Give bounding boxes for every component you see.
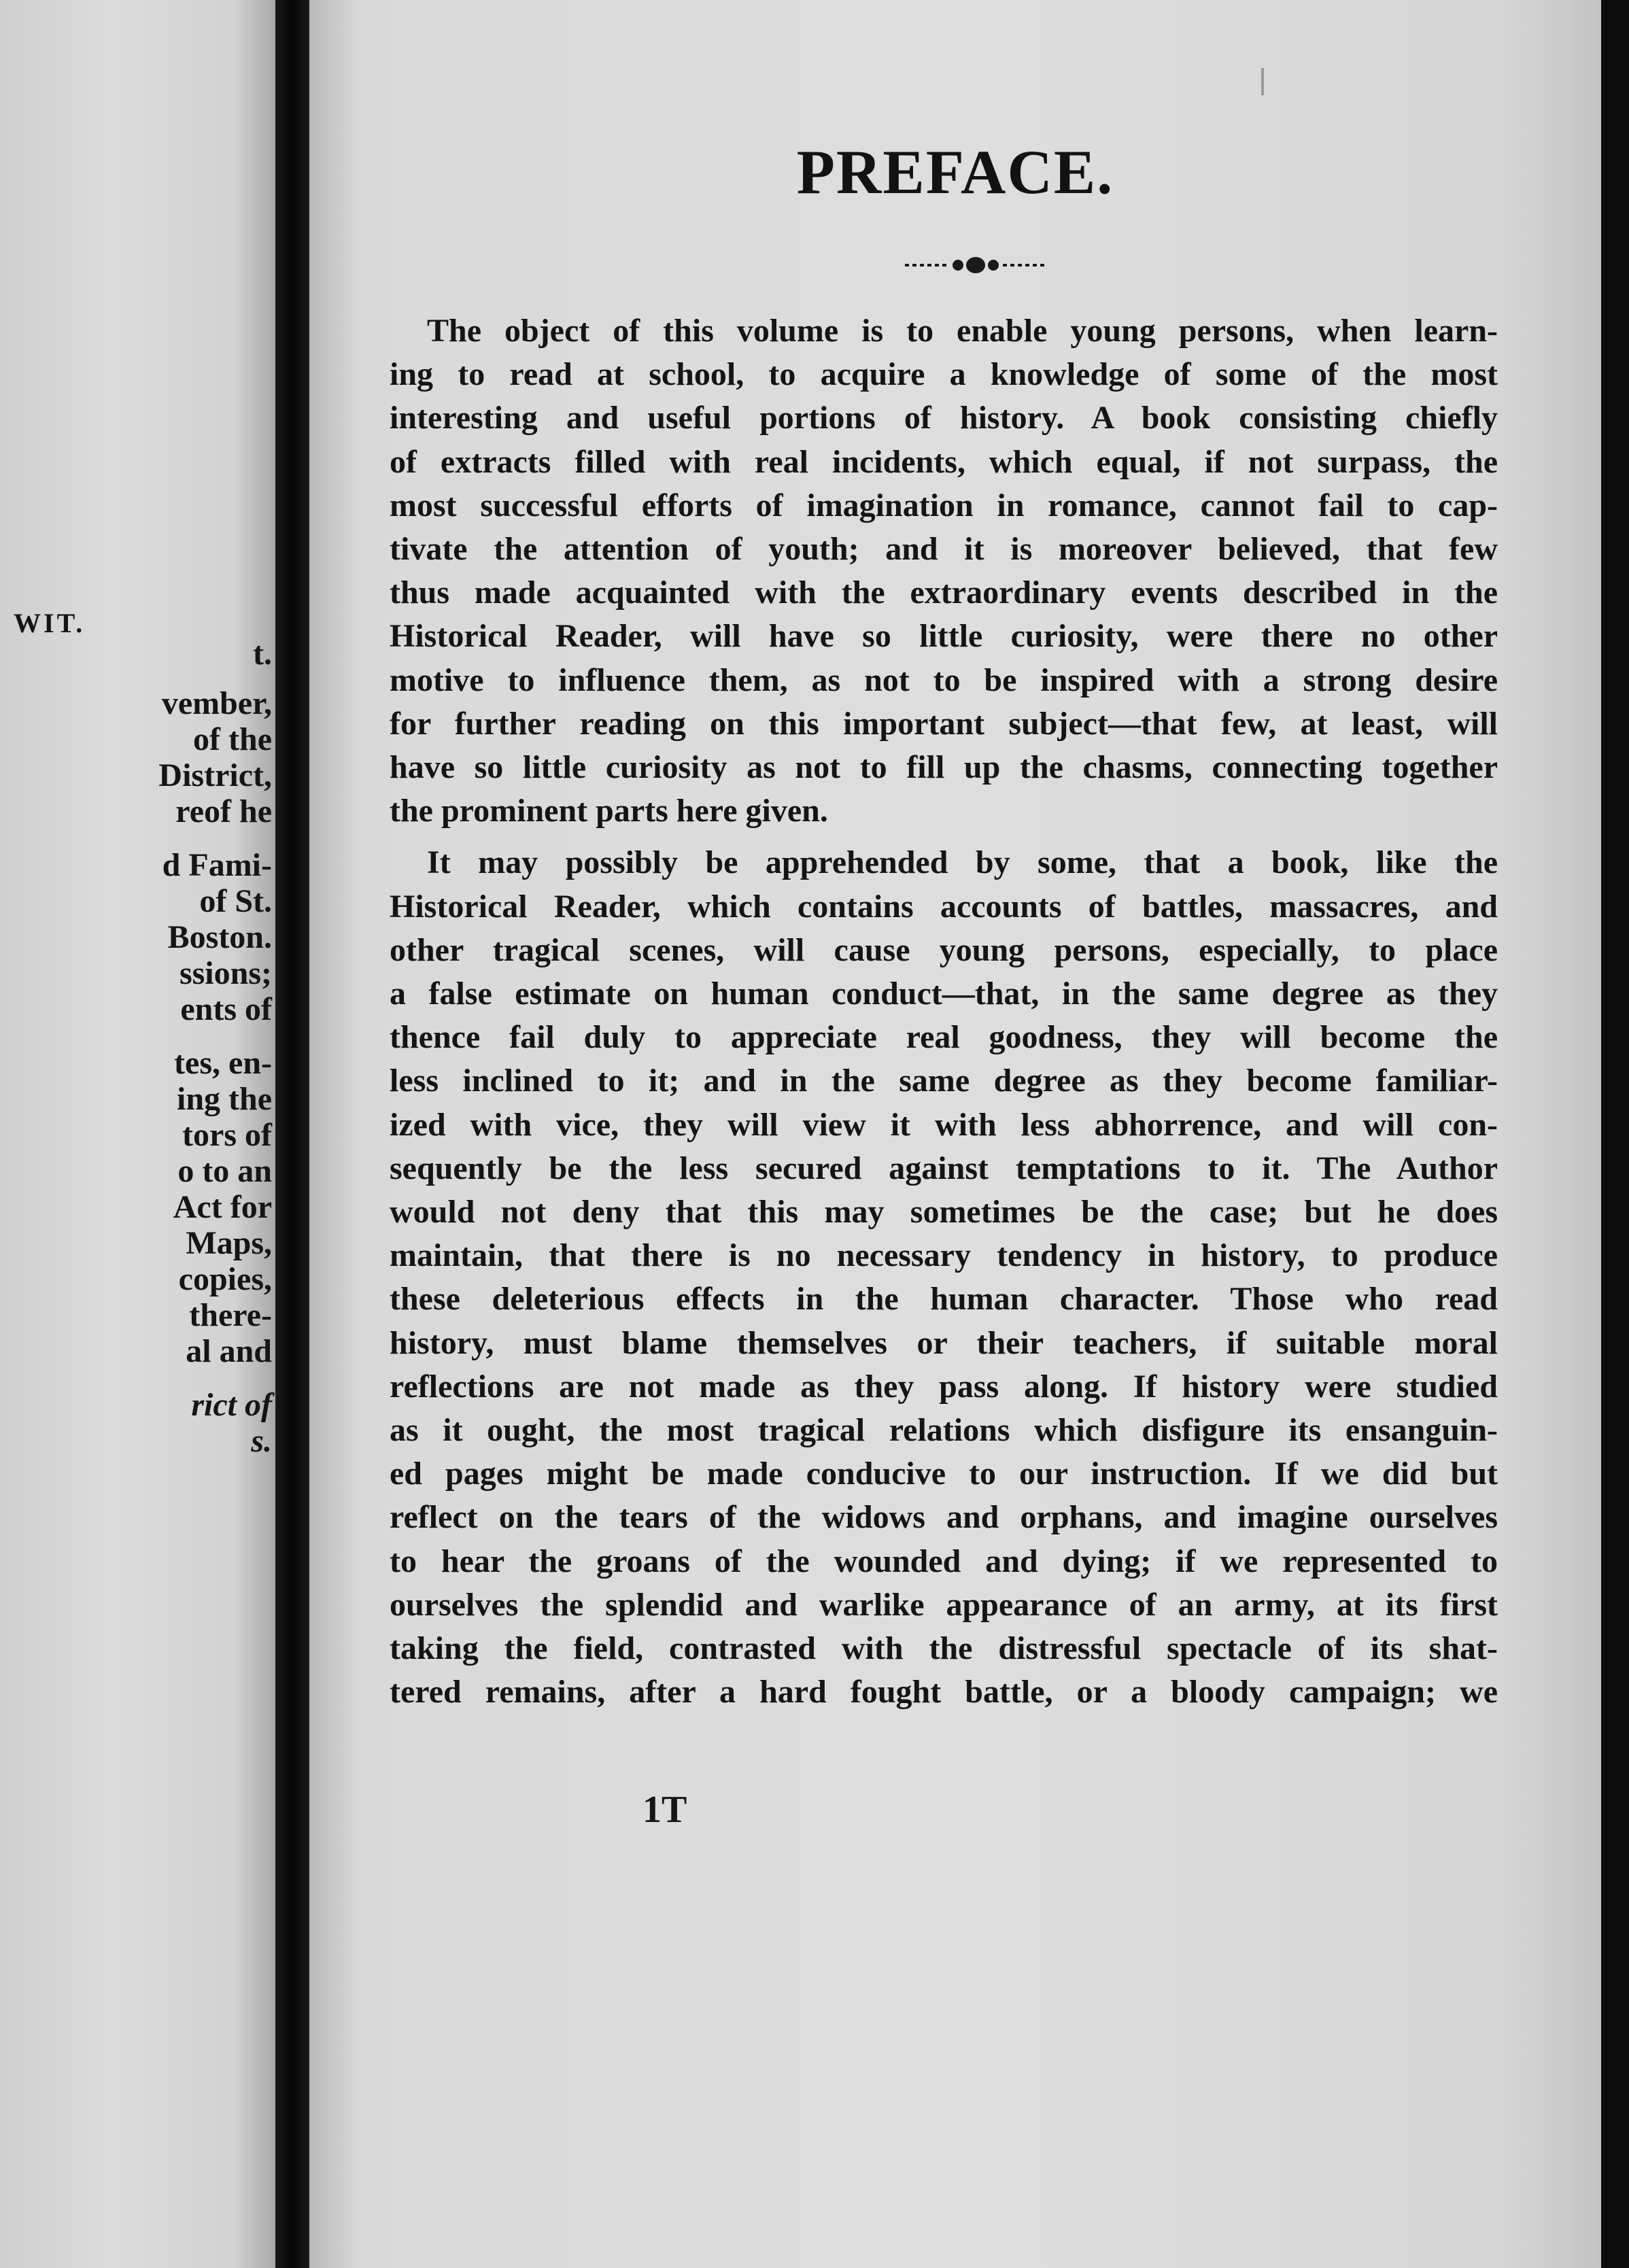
book-gutter: [275, 0, 309, 2268]
left-line: o to an: [177, 1153, 272, 1189]
text-line: Historical Reader, will have so little curiosity, were there no other: [390, 618, 1498, 655]
left-line: of St.: [199, 883, 272, 919]
text-line: these deleterious effects in the human character. Those who read: [390, 1281, 1498, 1318]
ornament-divider-icon: [901, 252, 1050, 279]
signature-mark: 1T: [642, 1789, 687, 1831]
text-line: thus made acquainted with the extraordinary events described in the: [390, 574, 1498, 611]
left-line: Maps,: [186, 1225, 272, 1261]
left-line: t.: [253, 636, 272, 672]
text-line: other tragical scenes, will cause young persons, especially, to place: [390, 931, 1498, 968]
text-line: interesting and useful portions of history. A book consisting chiefly: [390, 400, 1498, 436]
left-line: reof he: [175, 793, 272, 829]
text-line: ized with vice, they will view it with less abhorrence, and will con-: [390, 1106, 1498, 1143]
left-page-header: WIT.: [14, 608, 86, 638]
left-line: Boston.: [167, 919, 272, 955]
text-line: the prominent parts here given.: [390, 793, 828, 829]
scan-edge: [1601, 0, 1629, 2268]
text-line: It may possibly be apprehended by some, that a book, like the: [427, 844, 1498, 881]
text-line: taking the field, contrasted with the distressful spectacle of its shat-: [390, 1630, 1498, 1667]
text-line: less inclined to it; and in the same degree as they become familiar-: [390, 1063, 1498, 1099]
text-line: thence fail duly to appreciate real goodness, they will become the: [390, 1019, 1498, 1056]
text-line: sequently be the less secured against temptations to it. The Author: [390, 1150, 1498, 1186]
left-line: ents of: [180, 991, 272, 1027]
text-line: would not deny that this may sometimes be the case; but he does: [390, 1194, 1498, 1231]
text-line: tivate the attention of youth; and it is moreover believed, that few: [390, 531, 1498, 568]
page-title: PREFACE.: [796, 137, 1114, 207]
text-line: The object of this volume is to enable young persons, when learn-: [427, 313, 1498, 349]
text-line: have so little curiosity as not to fill up the chasms, connecting together: [390, 749, 1498, 786]
text-line: ed pages might be made conducive to our instruction. If we did but: [390, 1456, 1498, 1492]
text-line: reflections are not made as they pass along. If history were studied: [390, 1368, 1498, 1405]
left-line: tors of: [182, 1117, 272, 1153]
left-page: [0, 0, 275, 2268]
text-line: maintain, that there is no necessary tendency in history, to produce: [390, 1237, 1498, 1274]
preface-body: [390, 309, 1498, 1715]
text-line: for further reading on this important subject—that few, at least, will: [390, 705, 1498, 742]
left-line: ing the: [176, 1081, 272, 1117]
left-line: there-: [189, 1297, 272, 1333]
left-line: d Fami-: [162, 847, 272, 883]
left-line: ssions;: [179, 955, 272, 991]
text-line: tered remains, after a hard fought battle, or a bloody campaign; we: [390, 1674, 1498, 1711]
text-line: motive to influence them, as not to be inspired with a strong desire: [390, 662, 1498, 698]
left-line: al and: [186, 1333, 272, 1369]
text-line: ing to read at school, to acquire a knowledge of some of the most: [390, 356, 1498, 393]
left-line: s.: [251, 1423, 272, 1459]
text-line: ourselves the splendid and warlike appearance of an army, at its first: [390, 1586, 1498, 1623]
left-page-text: [0, 605, 272, 1459]
text-line: history, must blame themselves or their teachers, if suitable moral: [390, 1324, 1498, 1361]
text-line: Historical Reader, which contains accounts of battles, massacres, and: [390, 888, 1498, 925]
text-line: a false estimate on human conduct—that, in the same degree as they: [390, 976, 1498, 1012]
text-line: to hear the groans of the wounded and dying; if we represented to: [390, 1543, 1498, 1579]
margin-mark: [1261, 68, 1264, 95]
text-line: reflect on the tears of the widows and orphans, and imagine ourselves: [390, 1499, 1498, 1536]
text-line: most successful efforts of imagination in romance, cannot fail to cap-: [390, 487, 1498, 523]
text-line: of extracts filled with real incidents, which equal, if not surpass, the: [390, 443, 1498, 480]
text-line: as it ought, the most tragical relations which disfigure its ensanguin-: [390, 1412, 1498, 1449]
left-line: tes, en-: [174, 1045, 272, 1081]
left-line: rict of: [191, 1387, 272, 1423]
left-line: vember,: [161, 685, 272, 721]
left-line: of the: [193, 721, 272, 757]
left-line: Act for: [173, 1189, 272, 1225]
left-line: copies,: [178, 1261, 272, 1297]
right-page: [309, 0, 1601, 2268]
left-line: District,: [158, 757, 272, 793]
